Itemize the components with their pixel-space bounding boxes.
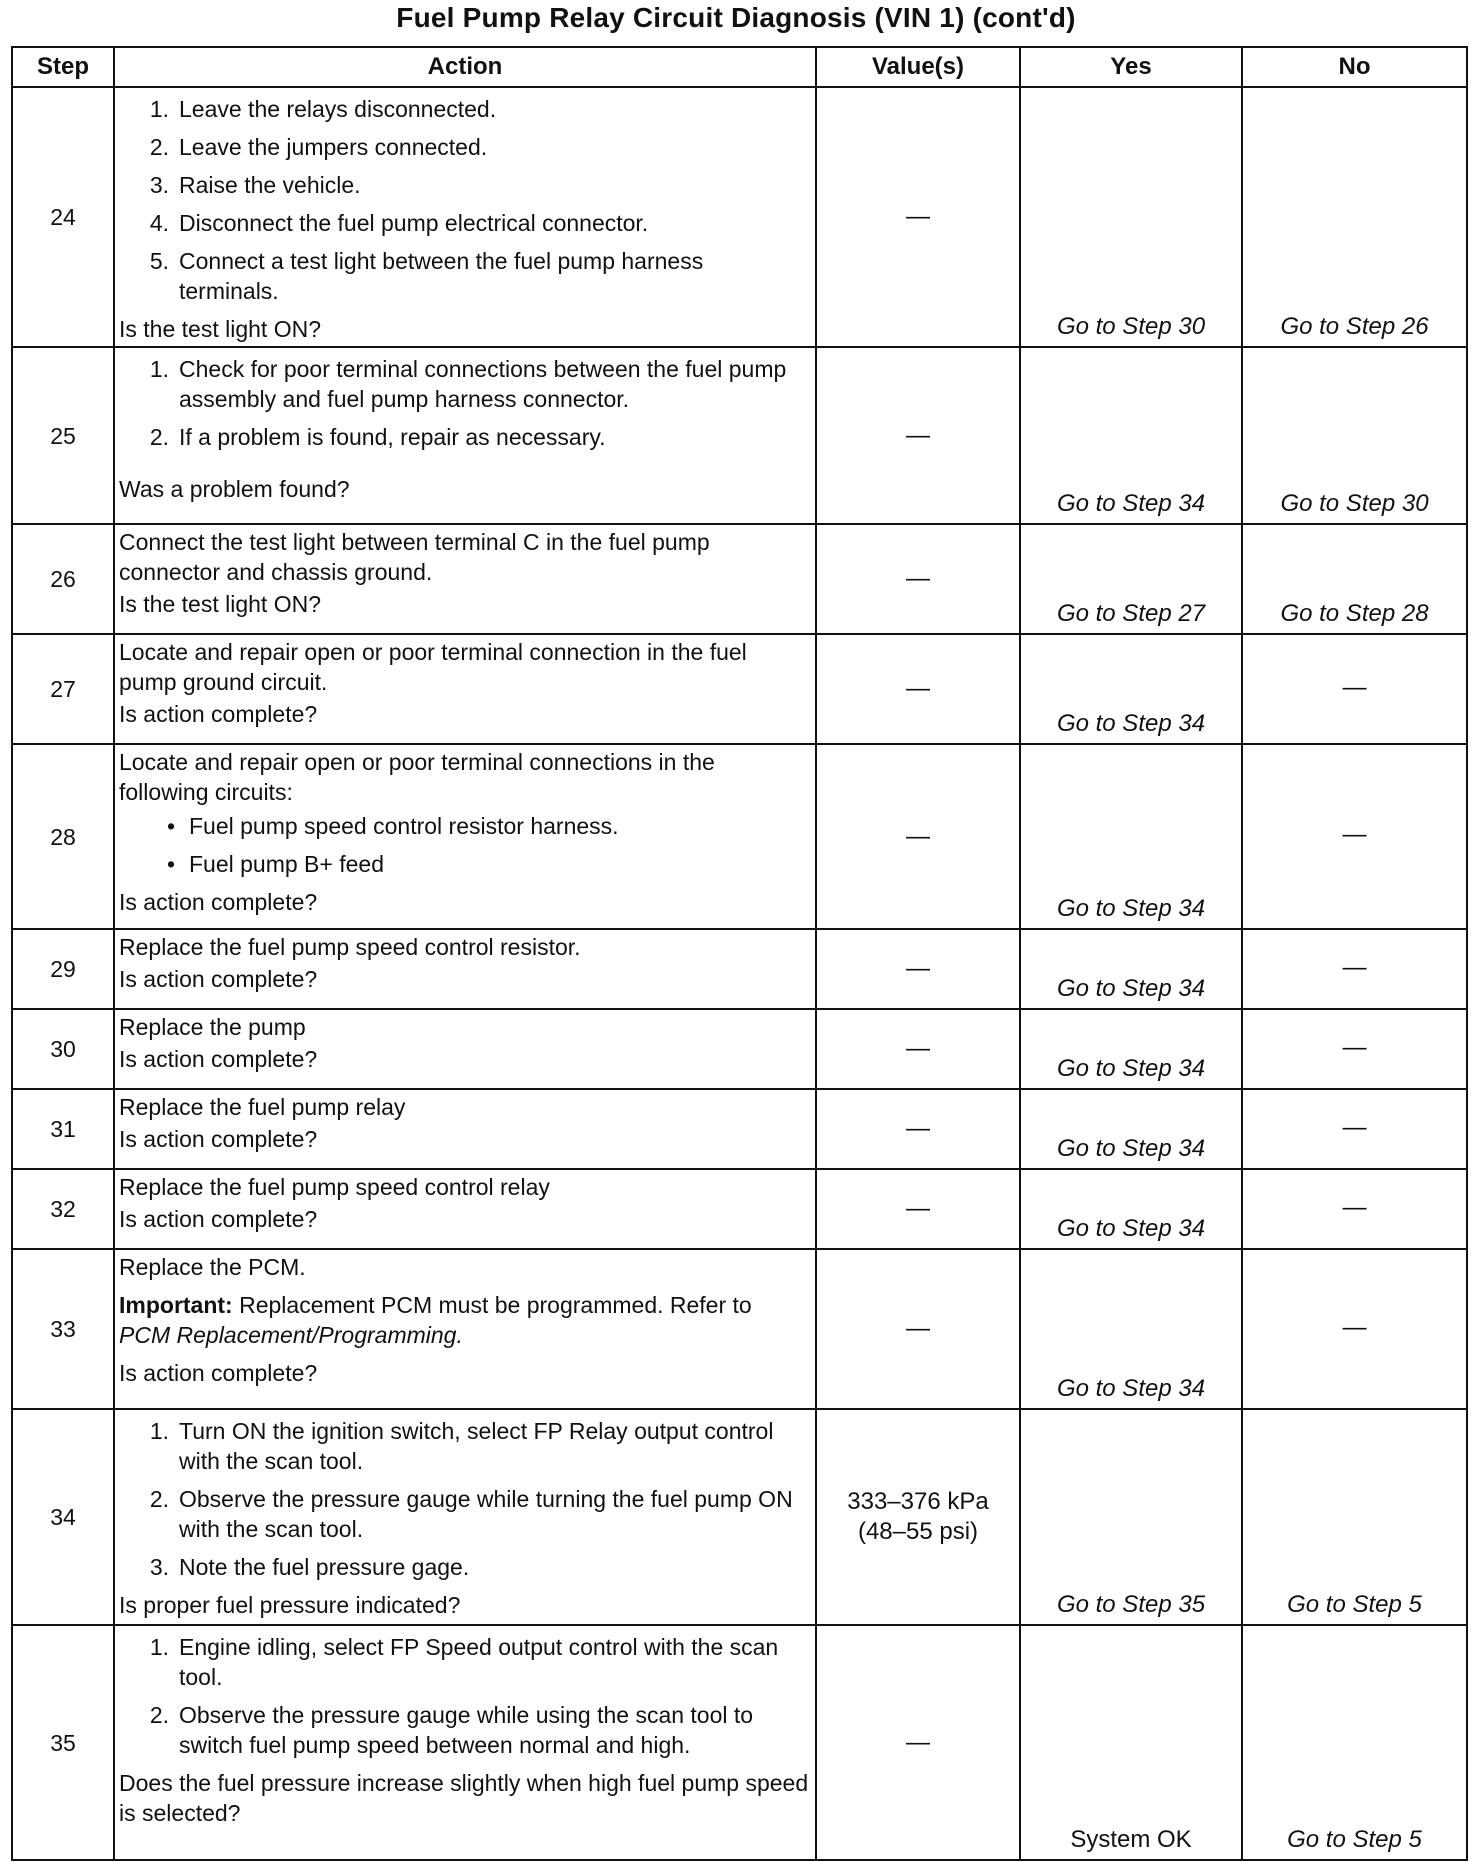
table-row <box>12 744 1467 929</box>
action-cell <box>114 929 816 1009</box>
list-item: 2. Observe the pressure gauge while using the scan tool to switch fuel pump speed between normal and high. <box>149 1702 754 1758</box>
value-cell: — <box>816 347 1020 524</box>
table-row <box>12 1409 1467 1625</box>
yes-cell: Go to Step 35 <box>1020 1409 1242 1625</box>
action-text: Connect the test light between terminal C in the fuel pump connector and chassis ground. <box>119 529 710 585</box>
action-cell <box>114 1169 816 1249</box>
header-action: Action <box>114 47 816 87</box>
yes-cell: Go to Step 34 <box>1020 1009 1242 1089</box>
no-cell: — <box>1242 1249 1467 1409</box>
header-step: Step <box>12 47 114 87</box>
value-cell: — <box>816 1249 1020 1409</box>
step-number: 24 <box>12 87 114 347</box>
table-row <box>12 929 1467 1009</box>
yes-cell: Go to Step 34 <box>1020 634 1242 744</box>
action-question: Is action complete? <box>119 1126 318 1152</box>
no-cell: Go to Step 5 <box>1242 1625 1467 1860</box>
yes-cell: System OK <box>1020 1625 1242 1860</box>
action-question: Is the test light ON? <box>119 591 321 617</box>
yes-cell: Go to Step 30 <box>1020 87 1242 347</box>
action-question: Is action complete? <box>119 1206 318 1232</box>
value-cell: — <box>816 1009 1020 1089</box>
yes-cell: Go to Step 34 <box>1020 1249 1242 1409</box>
table-header-row <box>12 47 1467 87</box>
action-text: Replace the pump <box>119 1014 306 1040</box>
table-row <box>12 1249 1467 1409</box>
action-cell <box>114 1249 816 1409</box>
header-values: Value(s) <box>816 47 1020 87</box>
step-number: 35 <box>12 1625 114 1860</box>
page-title: Fuel Pump Relay Circuit Diagnosis (VIN 1) (cont'd) <box>396 2 1076 33</box>
value-cell: — <box>816 1625 1020 1860</box>
header-yes: Yes <box>1020 47 1242 87</box>
value-cell <box>816 1409 1020 1625</box>
step-number: 32 <box>12 1169 114 1249</box>
action-cell <box>114 634 816 744</box>
no-cell: Go to Step 28 <box>1242 524 1467 634</box>
yes-cell: Go to Step 34 <box>1020 347 1242 524</box>
table-row <box>12 524 1467 634</box>
value-cell: — <box>816 929 1020 1009</box>
value-cell: — <box>816 1169 1020 1249</box>
action-cell <box>114 347 816 524</box>
no-cell: — <box>1242 1009 1467 1089</box>
action-question: Does the fuel pressure increase slightly when high fuel pump speed is selected? <box>119 1770 809 1826</box>
list-item: 1. Leave the relays disconnected. <box>149 96 497 122</box>
reference-link: PCM Replacement/Programming. <box>119 1322 463 1348</box>
value-cell: — <box>816 524 1020 634</box>
no-cell: — <box>1242 1169 1467 1249</box>
no-cell: — <box>1242 929 1467 1009</box>
action-question: Is action complete? <box>119 701 318 727</box>
action-question: Was a problem found? <box>119 476 350 502</box>
action-question: Is action complete? <box>119 889 318 915</box>
list-item: 2. Observe the pressure gauge while turning the fuel pump ON with the scan tool. <box>149 1486 793 1542</box>
no-cell: — <box>1242 1089 1467 1169</box>
action-cell <box>114 744 816 929</box>
action-question: Is action complete? <box>119 966 318 992</box>
header-no: No <box>1242 47 1467 87</box>
step-number: 25 <box>12 347 114 524</box>
table-row <box>12 1089 1467 1169</box>
action-cell <box>114 1409 816 1625</box>
no-cell: Go to Step 5 <box>1242 1409 1467 1625</box>
step-number: 34 <box>12 1409 114 1625</box>
table-row <box>12 1169 1467 1249</box>
list-item: • Fuel pump B+ feed <box>166 851 384 877</box>
action-text: Replace the fuel pump relay <box>119 1094 406 1120</box>
step-number: 31 <box>12 1089 114 1169</box>
action-cell <box>114 524 816 634</box>
table-row <box>12 634 1467 744</box>
table-row <box>12 347 1467 524</box>
step-number: 30 <box>12 1009 114 1089</box>
action-cell <box>114 1009 816 1089</box>
table-row <box>12 1009 1467 1089</box>
list-item: 1. Engine idling, select FP Speed output control with the scan tool. <box>149 1634 779 1690</box>
action-question: Is action complete? <box>119 1360 318 1386</box>
no-cell: Go to Step 30 <box>1242 347 1467 524</box>
action-cell <box>114 87 816 347</box>
table-row <box>12 1625 1467 1860</box>
value-cell: — <box>816 1089 1020 1169</box>
action-text: Replace the PCM. <box>119 1254 306 1280</box>
list-item: • Fuel pump speed control resistor harness. <box>166 813 619 839</box>
list-item: 2. Leave the jumpers connected. <box>149 134 488 160</box>
list-item: 1. Check for poor terminal connections between the fuel pump assembly and fuel pump harness connector. <box>149 356 787 412</box>
yes-cell: Go to Step 34 <box>1020 929 1242 1009</box>
value-cell: — <box>816 87 1020 347</box>
action-text: Locate and repair open or poor terminal connections in the following circuits: <box>119 749 715 805</box>
action-text: Replace the fuel pump speed control relay <box>119 1174 550 1200</box>
pressure-kpa: 333–376 kPa <box>847 1488 989 1515</box>
no-cell: — <box>1242 634 1467 744</box>
action-text: Locate and repair open or poor terminal connection in the fuel pump ground circuit. <box>119 639 747 695</box>
yes-cell: Go to Step 34 <box>1020 744 1242 929</box>
value-cell: — <box>816 744 1020 929</box>
no-cell: Go to Step 26 <box>1242 87 1467 347</box>
no-cell: — <box>1242 744 1467 929</box>
list-item: 5. Connect a test light between the fuel pump harness terminals. <box>149 248 704 304</box>
important-note: Important: Replacement PCM must be programmed. Refer to PCM Replacement/Programming. <box>119 1292 752 1348</box>
table-row <box>12 87 1467 347</box>
action-question: Is proper fuel pressure indicated? <box>119 1592 461 1618</box>
yes-cell: Go to Step 34 <box>1020 1089 1242 1169</box>
yes-cell: Go to Step 34 <box>1020 1169 1242 1249</box>
value-cell: — <box>816 634 1020 744</box>
list-item: 1. Turn ON the ignition switch, select FP Relay output control with the scan tool. <box>149 1418 774 1474</box>
step-number: 29 <box>12 929 114 1009</box>
step-number: 28 <box>12 744 114 929</box>
list-item: 3. Raise the vehicle. <box>149 172 361 198</box>
list-item: 3. Note the fuel pressure gage. <box>149 1554 470 1580</box>
step-number: 27 <box>12 634 114 744</box>
yes-cell: Go to Step 27 <box>1020 524 1242 634</box>
action-text: Replace the fuel pump speed control resistor. <box>119 934 581 960</box>
action-cell <box>114 1089 816 1169</box>
list-item: 4. Disconnect the fuel pump electrical connector. <box>149 210 649 236</box>
action-question: Is action complete? <box>119 1046 318 1072</box>
step-number: 33 <box>12 1249 114 1409</box>
action-question: Is the test light ON? <box>119 316 321 342</box>
list-item: 2. If a problem is found, repair as necessary. <box>149 424 606 450</box>
action-cell <box>114 1625 816 1860</box>
diagnosis-table <box>11 46 1468 1861</box>
step-number: 26 <box>12 524 114 634</box>
pressure-psi: (48–55 psi) <box>857 1518 979 1545</box>
